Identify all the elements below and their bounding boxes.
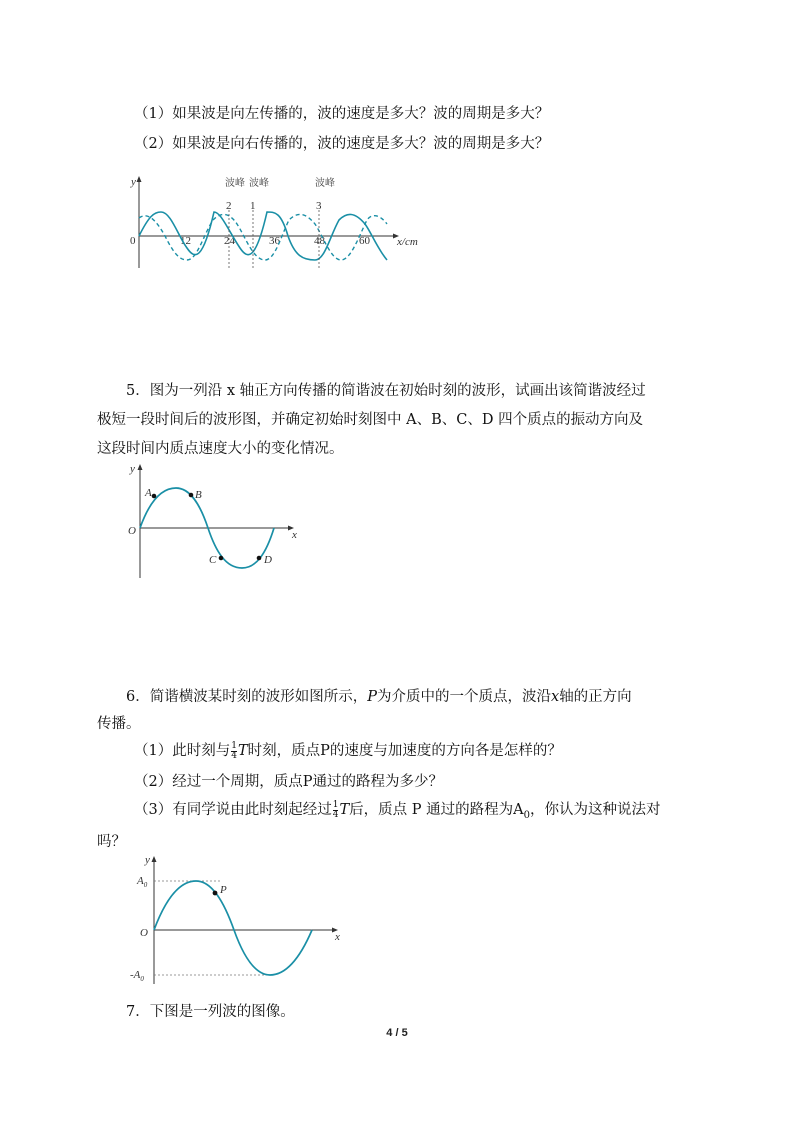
- wave-figure-3: [128, 850, 358, 990]
- x-axis-label: x/cm: [397, 236, 418, 248]
- y-axis-arrow: [137, 176, 142, 182]
- intro-p: P: [367, 689, 377, 705]
- intro-x: x: [551, 689, 560, 705]
- wave-curve: [154, 881, 312, 975]
- x-axis-label: x: [335, 931, 340, 943]
- origin-label: 0: [130, 235, 136, 247]
- q3-text-b: 后，质点 P 通过的路程为A: [349, 802, 524, 818]
- question-6-3: [134, 800, 660, 826]
- point-p-label: P: [220, 884, 227, 896]
- q3-text-c: ，你认为这种说法对: [529, 802, 661, 818]
- question-5-line-1: 5．图为一列沿 x 轴正方向传播的简谐波在初始时刻的波形，试画出该简谐波经过: [126, 383, 646, 399]
- page-number: 4 / 5: [386, 1027, 408, 1039]
- intro-text-c: 轴的正方向: [559, 689, 632, 705]
- crest-2-word: 波峰: [225, 178, 245, 189]
- point-c-label: C: [209, 554, 217, 566]
- intro-text-b: 为介质中的一个质点，波沿: [377, 689, 551, 705]
- amplitude-bottom-label: $-A_0$: [130, 969, 144, 983]
- wave-figure-1: [125, 172, 425, 272]
- tick-48: 48: [314, 235, 325, 247]
- q3-period-symbol: T: [339, 802, 350, 818]
- y-axis-arrow: [138, 464, 143, 470]
- tick-60: 60: [359, 235, 370, 247]
- intro-text-a: 6．简谐横波某时刻的波形如图所示，: [126, 689, 368, 705]
- point-a-dot: [152, 494, 157, 499]
- amplitude-top-label: $A_0$: [137, 875, 148, 889]
- point-p-dot: [213, 891, 218, 896]
- origin-label: O: [128, 525, 136, 537]
- question-6-1: [134, 741, 562, 761]
- y-axis-label: y: [131, 176, 136, 188]
- q3-subscript: 0: [523, 809, 530, 821]
- y-axis-arrow: [152, 856, 157, 862]
- point-b-label: B: [195, 489, 202, 501]
- crest-1-word: 波峰: [249, 178, 269, 189]
- crest-3-number: 3: [316, 200, 322, 212]
- crest-2-number: 2: [226, 200, 232, 212]
- origin-label: O: [140, 927, 148, 939]
- q1-text-a: （1）此时刻与: [134, 743, 231, 759]
- question-4-1: （1）如果波是向左传播的，波的速度是多大？波的周期是多大？: [134, 106, 550, 122]
- question-5-line-3: 这段时间内质点速度大小的变化情况。: [97, 441, 344, 457]
- q1-period-symbol: T: [237, 743, 248, 759]
- q1-text-b: 时刻，质点P的速度与加速度的方向各是怎样的？: [247, 743, 562, 759]
- y-axis-label: y: [145, 854, 150, 866]
- tick-12: 12: [180, 235, 191, 247]
- tick-36: 36: [269, 235, 280, 247]
- dashed-wave: [139, 214, 387, 260]
- x-axis-label: x: [292, 529, 297, 541]
- question-6-2: （2）经过一个周期，质点P通过的路程为多少？: [134, 774, 443, 790]
- question-6-intro-line-1: [126, 687, 632, 707]
- question-5-line-2: 极短一段时间后的波形图，并确定初始时刻图中 A、B、C、D 四个质点的振动方向及: [97, 412, 644, 428]
- point-a-label: A: [145, 487, 152, 499]
- crest-1-number: 1: [250, 200, 256, 212]
- point-d-label: D: [264, 554, 272, 566]
- point-b-dot: [189, 493, 194, 498]
- point-c-dot: [219, 556, 224, 561]
- y-axis-label: y: [130, 463, 135, 475]
- q3-text-a: （3）有同学说由此时刻起经过: [134, 802, 332, 818]
- crest-3-word: 波峰: [315, 178, 335, 189]
- point-d-dot: [257, 556, 262, 561]
- fraction-quarter: $\frac{1}{4}$: [332, 799, 339, 820]
- question-6-intro-line-2: 传播。: [97, 716, 141, 732]
- question-4-2: （2）如果波是向右传播的，波的速度是多大？波的周期是多大？: [134, 136, 550, 152]
- question-7: 7．下图是一列波的图像。: [126, 1004, 295, 1020]
- wave-figure-2: [124, 460, 314, 584]
- tick-24: 24: [224, 235, 235, 247]
- fraction-quarter: $\frac{1}{4}$: [231, 740, 237, 761]
- question-6-3-line-2: 吗？: [97, 834, 126, 850]
